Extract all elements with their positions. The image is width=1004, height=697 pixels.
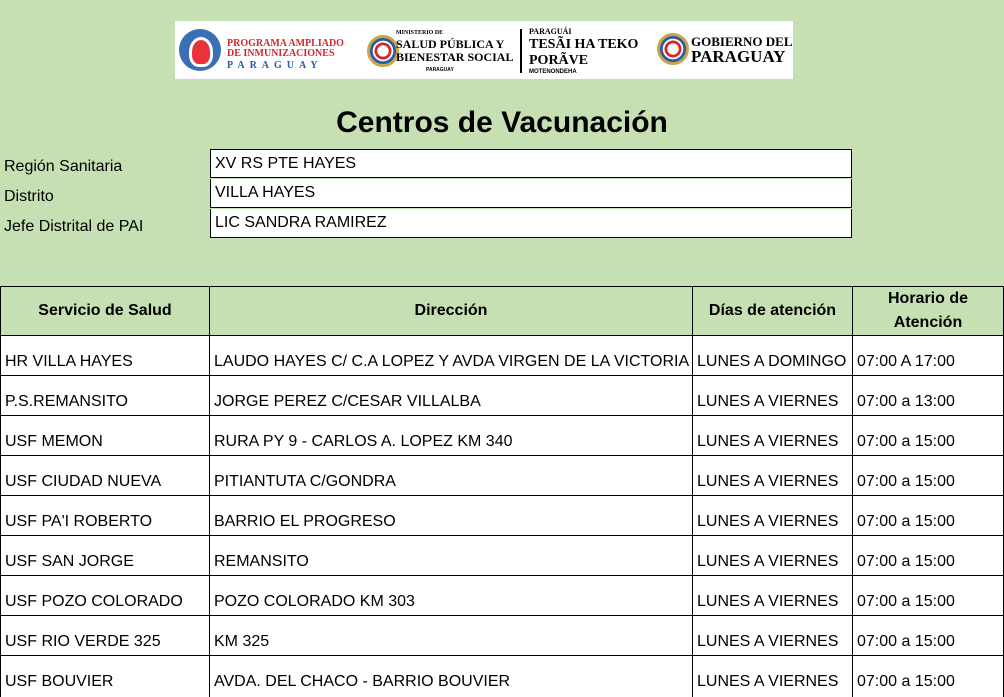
header-horario: Horario de Atención	[853, 287, 1004, 335]
cell-servicio: P.S.REMANSITO	[0, 376, 210, 415]
cell-direccion: LAUDO HAYES C/ C.A LOPEZ Y AVDA VIRGEN DE LA VICTORIA	[210, 336, 693, 375]
mspbs-line1: SALUD PÚBLICA Y	[396, 37, 505, 51]
cell-dias: LUNES A VIERNES	[693, 576, 853, 615]
table-row	[0, 336, 1004, 376]
cell-horario: 07:00 a 15:00	[853, 656, 1004, 697]
cell-direccion: REMANSITO	[210, 536, 693, 575]
cell-servicio: USF CIUDAD NUEVA	[0, 456, 210, 495]
cell-dias: LUNES A VIERNES	[693, 656, 853, 697]
table-row	[0, 616, 1004, 656]
cell-horario: 07:00 A 17:00	[853, 336, 1004, 375]
cell-servicio: HR VILLA HAYES	[0, 336, 210, 375]
table-row	[0, 576, 1004, 616]
table-row	[0, 496, 1004, 536]
distrito-value: VILLA HAYES	[210, 179, 852, 208]
cell-horario: 07:00 a 13:00	[853, 376, 1004, 415]
cell-servicio: USF RIO VERDE 325	[0, 616, 210, 655]
cell-servicio: USF SAN JORGE	[0, 536, 210, 575]
gob-line2: PARAGUAY	[691, 47, 786, 66]
tesai-small: PARAGUÁI	[529, 27, 572, 36]
cell-horario: 07:00 a 15:00	[853, 416, 1004, 455]
header-dias: Días de atención	[693, 287, 853, 335]
table-header-row	[0, 286, 1004, 336]
pai-line1: PROGRAMA AMPLIADO	[227, 38, 344, 49]
cell-direccion: KM 325	[210, 616, 693, 655]
cell-horario: 07:00 a 15:00	[853, 616, 1004, 655]
mspbs-small: MINISTERIO DE	[396, 30, 444, 36]
cell-direccion: POZO COLORADO KM 303	[210, 576, 693, 615]
cell-horario: 07:00 a 15:00	[853, 496, 1004, 535]
cell-horario: 07:00 a 15:00	[853, 456, 1004, 495]
cell-servicio: USF PA'I ROBERTO	[0, 496, 210, 535]
logo-divider	[520, 29, 522, 73]
cell-direccion: JORGE PEREZ C/CESAR VILLALBA	[210, 376, 693, 415]
page-title: Centros de Vacunación	[336, 106, 668, 139]
cell-servicio: USF MEMON	[0, 416, 210, 455]
cell-dias: LUNES A VIERNES	[693, 416, 853, 455]
table-row	[0, 656, 1004, 697]
cell-direccion: PITIANTUTA C/GONDRA	[210, 456, 693, 495]
tesai-line2: PORÃVE	[529, 53, 589, 68]
table-row	[0, 536, 1004, 576]
distrito-label: Distrito	[4, 188, 54, 205]
table-row	[0, 376, 1004, 416]
header-servicio: Servicio de Salud	[0, 287, 210, 335]
pai-logo	[175, 21, 345, 79]
table-row	[0, 456, 1004, 496]
gobierno-seal-icon	[657, 33, 689, 65]
header-direccion: Dirección	[210, 287, 693, 335]
cell-direccion: BARRIO EL PROGRESO	[210, 496, 693, 535]
cell-direccion: AVDA. DEL CHACO - BARRIO BOUVIER	[210, 656, 693, 697]
cell-direccion: RURA PY 9 - CARLOS A. LOPEZ KM 340	[210, 416, 693, 455]
gob-line1: GOBIERNO DEL	[691, 34, 793, 49]
pai-line3: PARAGUAY	[227, 60, 323, 71]
cell-servicio: USF POZO COLORADO	[0, 576, 210, 615]
cell-servicio: USF BOUVIER	[0, 656, 210, 697]
cell-dias: LUNES A VIERNES	[693, 456, 853, 495]
header-area	[0, 0, 1004, 286]
pai-line2: DE INMUNIZACIONES	[227, 48, 335, 59]
region-label: Región Sanitaria	[4, 158, 123, 175]
cell-horario: 07:00 a 15:00	[853, 576, 1004, 615]
logo-banner	[175, 21, 793, 79]
mspbs-line2: BIENESTAR SOCIAL	[396, 50, 514, 64]
cell-dias: LUNES A VIERNES	[693, 536, 853, 575]
jefe-value: LIC SANDRA RAMIREZ	[210, 209, 852, 238]
cell-dias: LUNES A VIERNES	[693, 376, 853, 415]
mspbs-seal-icon	[367, 35, 399, 67]
cell-dias: LUNES A VIERNES	[693, 496, 853, 535]
cell-dias: LUNES A DOMINGO	[693, 336, 853, 375]
tesai-line1: TESÃI HA TEKO	[529, 37, 639, 52]
jefe-label: Jefe Distrital de PAI	[4, 218, 144, 235]
cell-dias: LUNES A VIERNES	[693, 616, 853, 655]
table-row	[0, 416, 1004, 456]
pai-emblem-icon	[179, 29, 221, 71]
mspbs-tiny: PARAGUAY	[426, 67, 454, 73]
tesai-tiny: MOTENONDEHA	[529, 69, 577, 75]
cell-horario: 07:00 a 15:00	[853, 536, 1004, 575]
region-value: XV RS PTE HAYES	[210, 149, 852, 178]
